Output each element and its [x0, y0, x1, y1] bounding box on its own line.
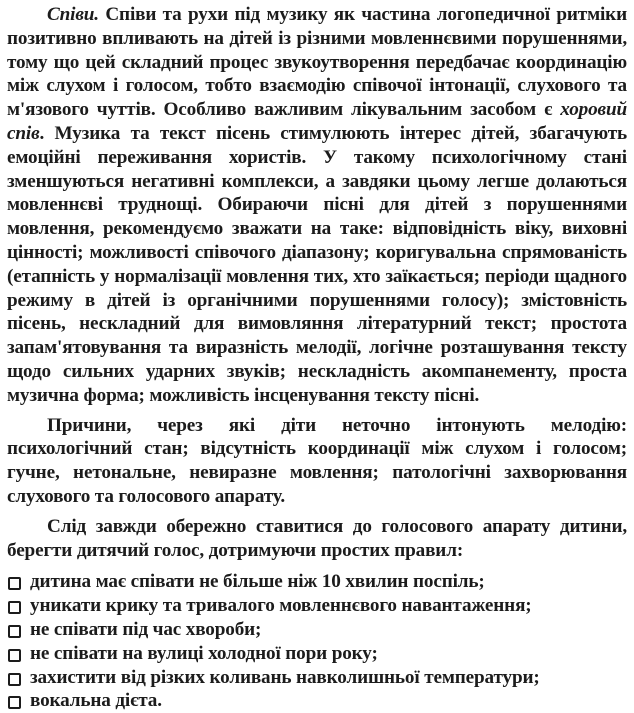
square-bullet-icon: [8, 696, 21, 709]
square-bullet-icon: [8, 577, 21, 590]
list-item: [7, 570, 627, 594]
list-item: [7, 618, 627, 642]
rule-text: не співати під час хвороби;: [30, 618, 262, 640]
rule-text: вокальна дієта.: [30, 690, 162, 712]
list-item: [7, 666, 627, 690]
section-term: Співи.: [47, 4, 99, 25]
list-item: [7, 689, 627, 713]
list-item: [7, 594, 627, 618]
rule-text: дитина має співати не більше ніж 10 хвилин поспіль;: [30, 571, 485, 593]
intro-text-part-2: . Музика та текст пісень стимулюють інтерес дітей, збагачують емоційні переживання хористів. У такому психологічному стані зменшуються негативні комплекси, а завдяки цьому легше долаються мовленнєві труднощі. Обираючи пісні для дітей з порушеннями мовлення, рекомендуємо зважати на таке: відповідність віку, виховні цінності; можливості співочого діапазону; коригувальна спрямованість (етапність у нормалізації мовлення тих, хто заїкається; періоди щадного режиму в дітей із органічними порушеннями голосу); змістовність пісень, нескладний для вимовляння літературний текст; простота запам'ятовування та виразність мелодії, логічне розташування тексту щодо сильних ударних звуків; нескладність акомпанементу, проста музична форма; можливість інсценування тексту пісні.: [7, 122, 627, 406]
square-bullet-icon: [8, 673, 21, 686]
intro-text-part-1: Співи та рухи під музику як частина логопедичної ритміки позитивно впливають на дітей із різними мовленнєвими порушеннями, тому що цей складний процес звукоутворення передбачає координацію між слухом і голосом, тобто взаємодію співочої інтонації, слухового та м'язового чуттів. Особливо важливим лікувальним засобом є: [7, 4, 627, 121]
square-bullet-icon: [8, 625, 21, 638]
rule-text: не співати на вулиці холодної пори року;: [30, 642, 378, 664]
intro-paragraph: [7, 3, 627, 408]
square-bullet-icon: [8, 601, 21, 614]
rules-list: [7, 570, 627, 713]
list-item: [7, 642, 627, 666]
rule-text: захистити від різких коливань навколишньої температури;: [30, 666, 540, 688]
rules-intro-paragraph: Слід завжди обережно ставитися до голосового апарату дитини, берегти дитячий голос, дотримуючи простих правил:: [7, 515, 627, 561]
square-bullet-icon: [8, 649, 21, 662]
intro-emphasis: хоровий спів: [7, 99, 627, 144]
causes-paragraph: Причини, через які діти неточно інтонують мелодію: психологічний стан; відсутність координації між слухом і голосом; гучне, нетональне, невиразне мовлення; патологічні захворювання слухового та голосового апарату.: [7, 414, 627, 507]
rule-text: уникати крику та тривалого мовленнєвого навантаження;: [30, 595, 532, 617]
